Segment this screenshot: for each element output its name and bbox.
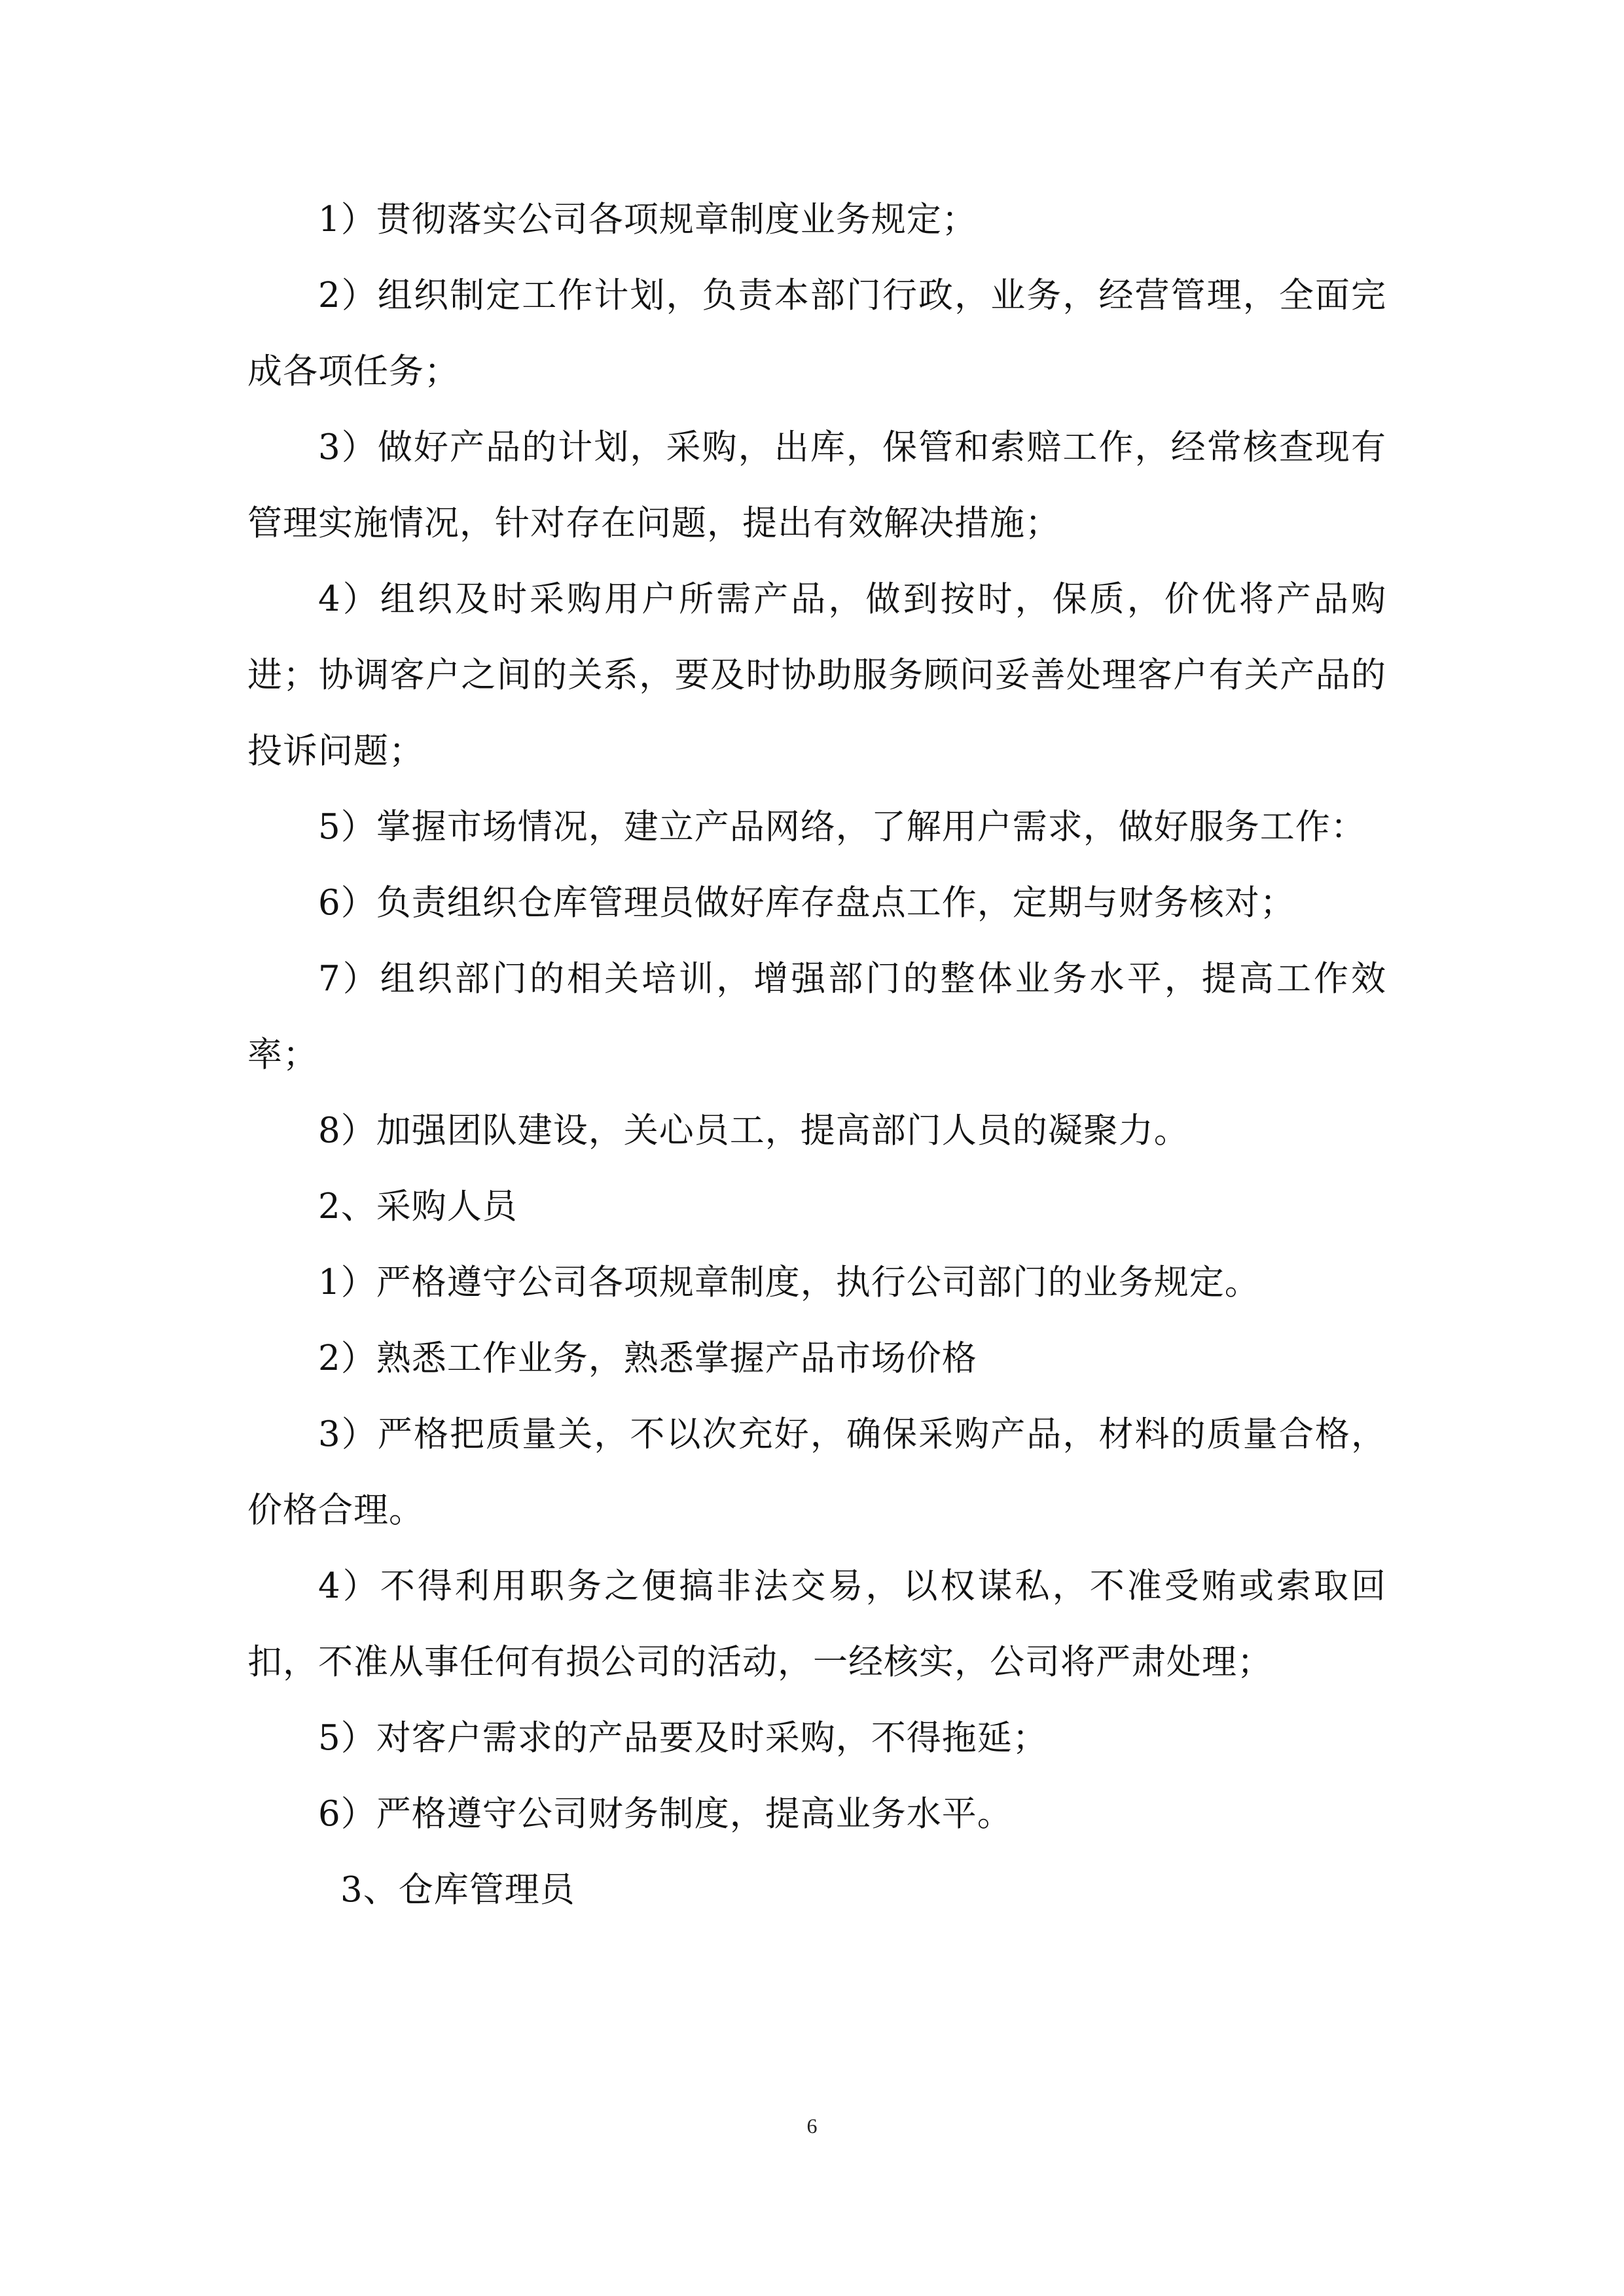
paragraph-purchasing-duty-6: 6）严格遵守公司财务制度，提高业务水平。: [318, 1794, 1013, 1834]
document-body: [247, 182, 1386, 1928]
paragraph-manager-duty-3: 3）做好产品的计划，采购，出库，保管和索赔工作，经常核查现有管理实施情况，针对存在问题，提出有效解决措施；: [247, 427, 1386, 543]
section-heading-purchasing-staff: 2、采购人员: [318, 1187, 518, 1227]
paragraph-purchasing-duty-2: 2）熟悉工作业务，熟悉掌握产品市场价格: [318, 1338, 977, 1378]
paragraph-purchasing-duty-1: 1）严格遵守公司各项规章制度，执行公司部门的业务规定。: [318, 1263, 1260, 1302]
page-number: 6: [806, 2114, 818, 2138]
paragraph-manager-duty-1: 1）贯彻落实公司各项规章制度业务规定；: [318, 200, 977, 240]
paragraph-purchasing-duty-4: 4）不得利用职务之便搞非法交易，以权谋私，不准受贿或索取回扣，不准从事任何有损公司的活动，一经核实，公司将严肃处理；: [247, 1566, 1386, 1682]
paragraph-purchasing-duty-3: 3）严格把质量关，不以次充好，确保采购产品，材料的质量合格，价格合理。: [247, 1414, 1386, 1530]
paragraph-manager-duty-5: 5）掌握市场情况，建立产品网络，了解用户需求，做好服务工作：: [318, 807, 1366, 847]
paragraph-manager-duty-4: 4）组织及时采购用户所需产品，做到按时，保质，价优将产品购进；协调客户之间的关系，要及时协助服务顾问妥善处理客户有关产品的投诉问题；: [247, 579, 1386, 771]
paragraph-manager-duty-6: 6）负责组织仓库管理员做好库存盘点工作，定期与财务核对；: [318, 883, 1295, 923]
paragraph-manager-duty-8: 8）加强团队建设，关心员工，提高部门人员的凝聚力。: [318, 1111, 1189, 1151]
section-heading-warehouse-keeper: 3、仓库管理员: [340, 1870, 575, 1910]
paragraph-manager-duty-7: 7）组织部门的相关培训，增强部门的整体业务水平，提高工作效率；: [247, 959, 1386, 1075]
paragraph-manager-duty-2: 2）组织制定工作计划，负责本部门行政，业务，经营管理，全面完成各项任务；: [247, 276, 1386, 391]
paragraph-purchasing-duty-5: 5）对客户需求的产品要及时采购，不得拖延；: [318, 1718, 1048, 1758]
